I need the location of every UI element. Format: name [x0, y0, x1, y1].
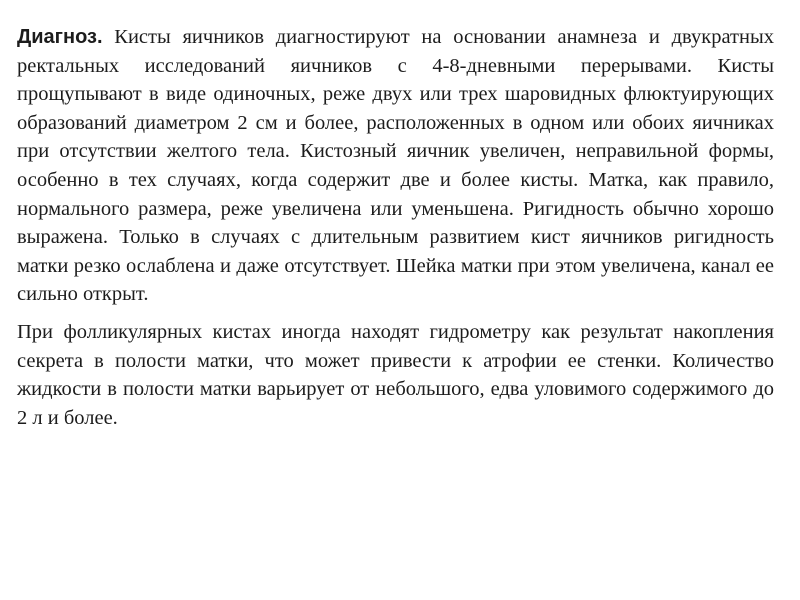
follicular-cysts-paragraph [17, 318, 774, 432]
paragraph-text: Кисты яичников диагностируют на основании анамнеза и двукратных ректальных исследований яичников с 4-8-дневными перерывами. Кисты прощупывают в виде одиночных, реже двух или трех шаровидных флюктуирующих образований диаметром 2 см и более, расположенных в одном или обоих яичниках при отсутствии желтого тела. Кистозный яичник увеличен, неправильной формы, особенно в тех случаях, когда содержит две и более кисты. Матка, как правило, нормального размера, реже увеличена или уменьшена. Ригидность обычно хорошо выражена. Только в случаях с длительным развитием кист яичников ригидность матки резко ослаблена и даже отсутствует. Шейка матки при этом увеличена, канал ее сильно открыт. [17, 26, 774, 306]
paragraph-text: При фолликулярных кистах иногда находят гидрометру как результат накопления секрета в полости матки, что может привести к атрофии ее стенки. Количество жидкости в полости матки варьирует от небольшого, едва уловимого содержимого до 2 л и более. [17, 320, 774, 429]
diagnosis-paragraph [17, 23, 774, 309]
section-heading: Диагноз. [17, 26, 103, 48]
